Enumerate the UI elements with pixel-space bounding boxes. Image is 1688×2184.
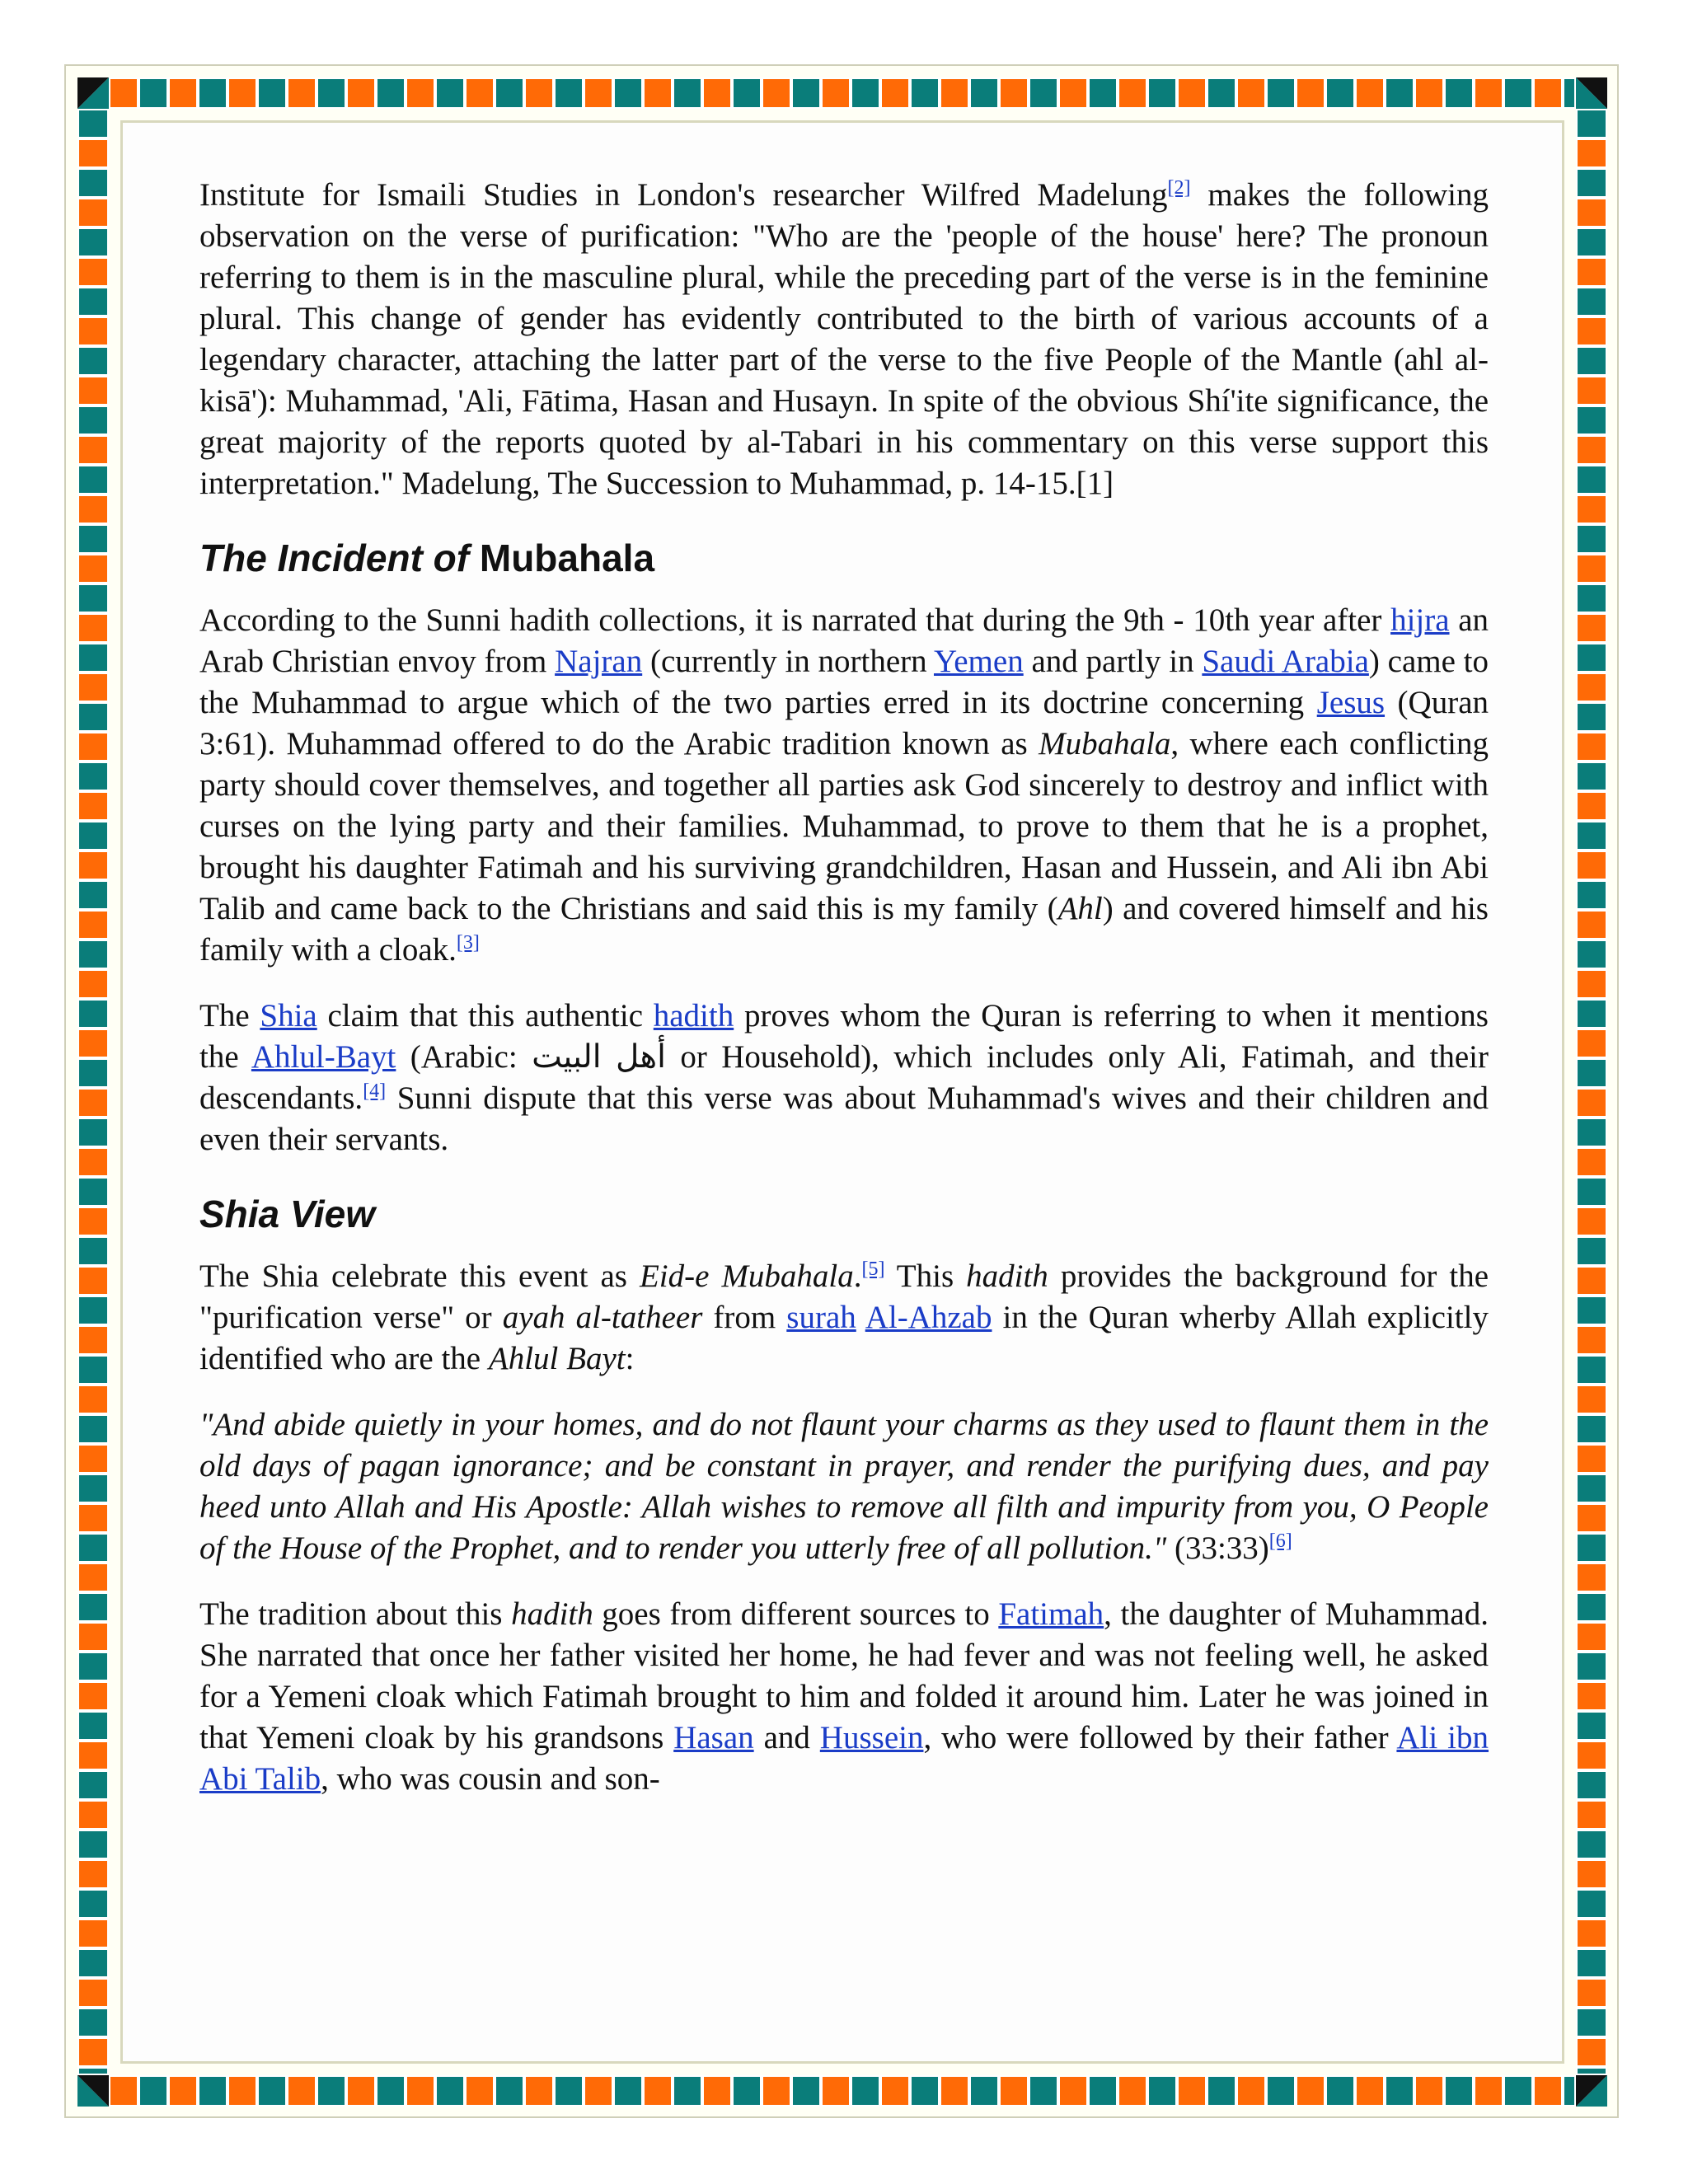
border-tile bbox=[1578, 1861, 1606, 1887]
paragraph-tradition: The tradition about this hadith goes from different sources to Fatimah, the daughter of Muhammad. She narrated that once her father visited her home, he had fever and was not feeling well, he asked for a Yemeni cloak which Fatimah brought to him and folded it around him. Later he was joined in that Yemeni cloak by his grandsons Hasan and Hussein, who were followed by their father Ali ibn Abi Talib, who was cousin and son- bbox=[199, 1596, 1489, 1797]
border-tile bbox=[1578, 763, 1606, 790]
border-tile bbox=[79, 793, 107, 819]
link-hasan[interactable]: Hasan bbox=[673, 1720, 754, 1755]
border-tile bbox=[79, 1149, 107, 1175]
border-tile bbox=[79, 1060, 107, 1086]
border-tile bbox=[1578, 110, 1606, 137]
border-tile bbox=[437, 79, 463, 107]
border-tile bbox=[1578, 615, 1606, 641]
border-tile bbox=[79, 1802, 107, 1828]
arabic-text: أهل البيت bbox=[532, 1039, 666, 1075]
border-tile bbox=[1446, 2077, 1472, 2105]
border-tile bbox=[79, 348, 107, 374]
border-tile bbox=[1578, 407, 1606, 434]
border-tile bbox=[852, 2077, 879, 2105]
border-tile bbox=[1475, 2077, 1502, 2105]
border-tile bbox=[734, 2077, 760, 2105]
border-tile bbox=[259, 2077, 285, 2105]
border-tile bbox=[674, 79, 701, 107]
border-tile bbox=[1505, 79, 1531, 107]
border-tile bbox=[79, 585, 107, 612]
border-tile bbox=[79, 1238, 107, 1264]
border-tile bbox=[1578, 941, 1606, 968]
border-tile bbox=[1578, 466, 1606, 493]
border-tile bbox=[79, 2039, 107, 2065]
border-tile bbox=[1578, 437, 1606, 463]
border-tile bbox=[1578, 377, 1606, 404]
border-tile bbox=[79, 1594, 107, 1620]
border-tile bbox=[79, 1386, 107, 1413]
border-tile bbox=[79, 318, 107, 344]
border-tile bbox=[79, 1208, 107, 1235]
border-tile bbox=[79, 170, 107, 196]
border-tile bbox=[79, 1713, 107, 1739]
border-tile bbox=[79, 110, 107, 137]
border-tile bbox=[259, 79, 285, 107]
border-tile bbox=[79, 1535, 107, 1561]
footnote-ref[interactable]: [4] bbox=[363, 1080, 387, 1102]
border-tile bbox=[79, 1683, 107, 1709]
border-tile bbox=[971, 79, 997, 107]
border-tile bbox=[140, 2077, 166, 2105]
border-tile bbox=[912, 2077, 938, 2105]
paragraph-madelung: Institute for Ismaili Studies in London's researcher Wilfred Madelung[2] makes the following observation on the verse of purification: "Who are the 'people of the house' here? The pronoun referring to them is in the masculine plural, while the preceding part of the verse is in the feminine plural. This change of gender has evidently contributed to the birth of various accounts of a legendary character, attaching the latter part of the verse to the five People of the Mantle (ahl al-kisā'): Muhammad, 'Ali, Fātima, Hasan and Husayn. In spite of the obvious Shí'ite significance, the great majority of the reports quoted by al-Tabari in his commentary on this verse support this interpretation." Madelung, The Succession to Muhammad, p. 14-15.[1] bbox=[199, 177, 1489, 501]
border-tile bbox=[79, 377, 107, 404]
border-tile bbox=[1578, 2069, 1606, 2074]
border-tile bbox=[1578, 496, 1606, 523]
border-tile bbox=[1578, 1594, 1606, 1620]
border-tile bbox=[793, 2077, 819, 2105]
link-ali-ibn-abi-talib[interactable]: Ali ibn Abi Talib bbox=[199, 1720, 1489, 1797]
border-tile bbox=[585, 79, 612, 107]
border-tile bbox=[110, 79, 137, 107]
border-tile bbox=[79, 941, 107, 968]
border-tile bbox=[763, 2077, 790, 2105]
border-tile bbox=[1578, 674, 1606, 701]
border-tile bbox=[407, 79, 434, 107]
link-yemen[interactable]: Yemen bbox=[933, 644, 1024, 679]
border-tile bbox=[941, 79, 968, 107]
footnote-ref[interactable]: [3] bbox=[456, 932, 480, 954]
border-tile bbox=[1578, 1208, 1606, 1235]
border-tile bbox=[79, 644, 107, 671]
border-tile bbox=[79, 1742, 107, 1769]
border-tile bbox=[1268, 79, 1294, 107]
border-tile bbox=[882, 79, 908, 107]
link-hijra[interactable]: hijra bbox=[1390, 602, 1450, 638]
border-tile bbox=[1578, 1831, 1606, 1858]
border-tile bbox=[1578, 1297, 1606, 1324]
border-tile bbox=[79, 1416, 107, 1442]
border-tile bbox=[1578, 793, 1606, 819]
border-tile bbox=[1149, 79, 1175, 107]
border-tile bbox=[79, 1861, 107, 1887]
border-tile bbox=[1578, 704, 1606, 730]
border-tile bbox=[79, 1653, 107, 1680]
border-tile bbox=[1578, 971, 1606, 997]
link-surah[interactable]: surah bbox=[786, 1300, 856, 1335]
border-tile bbox=[377, 79, 404, 107]
border-tile bbox=[377, 2077, 404, 2105]
article-body bbox=[199, 175, 1489, 1825]
link-al-ahzab[interactable]: Al-Ahzab bbox=[865, 1300, 992, 1335]
border-tile bbox=[1090, 79, 1116, 107]
border-tile bbox=[199, 2077, 226, 2105]
border-tile bbox=[941, 2077, 968, 2105]
border-tile bbox=[79, 2009, 107, 2036]
border-tile bbox=[556, 79, 582, 107]
border-tile bbox=[971, 2077, 997, 2105]
footnote-ref[interactable]: [6] bbox=[1268, 1530, 1292, 1552]
border-tile bbox=[1475, 79, 1502, 107]
border-tile bbox=[1578, 1564, 1606, 1591]
border-tile bbox=[674, 2077, 701, 2105]
border-tile bbox=[1578, 1149, 1606, 1175]
border-tile bbox=[734, 79, 760, 107]
border-tile bbox=[79, 1119, 107, 1146]
border-tile bbox=[1446, 79, 1472, 107]
border-tile bbox=[79, 763, 107, 790]
border-tile bbox=[1119, 79, 1146, 107]
border-tile bbox=[1578, 1238, 1606, 1264]
border-tile bbox=[1578, 1090, 1606, 1116]
border-tile bbox=[170, 2077, 196, 2105]
border-tile bbox=[318, 79, 345, 107]
border-tile bbox=[1357, 79, 1383, 107]
border-tile bbox=[1578, 1772, 1606, 1798]
border-tile bbox=[1578, 555, 1606, 582]
border-tile bbox=[1238, 79, 1264, 107]
link-fatimah[interactable]: Fatimah bbox=[998, 1596, 1104, 1632]
border-tile bbox=[79, 852, 107, 879]
border-tile bbox=[79, 555, 107, 582]
border-tile bbox=[79, 1831, 107, 1858]
border-tile bbox=[79, 288, 107, 315]
border-tile bbox=[1578, 1475, 1606, 1502]
border-tile bbox=[79, 140, 107, 166]
border-tile bbox=[496, 79, 523, 107]
border-tile bbox=[79, 971, 107, 997]
border-tile bbox=[1001, 2077, 1027, 2105]
border-tile bbox=[79, 1475, 107, 1502]
heading-shia-view: Shia View bbox=[199, 1193, 376, 1235]
border-tile bbox=[1297, 79, 1324, 107]
border-tile bbox=[170, 79, 196, 107]
border-tile bbox=[882, 2077, 908, 2105]
border-tile bbox=[1208, 2077, 1235, 2105]
border-tile bbox=[1578, 170, 1606, 196]
border-tile bbox=[823, 79, 849, 107]
border-tile bbox=[1578, 1653, 1606, 1680]
border-tile bbox=[1578, 585, 1606, 612]
link-hussein[interactable]: Hussein bbox=[819, 1720, 924, 1755]
border-tile bbox=[1578, 318, 1606, 344]
border-tile bbox=[437, 2077, 463, 2105]
border-tile bbox=[1578, 1327, 1606, 1353]
border-tile bbox=[79, 437, 107, 463]
border-tile bbox=[79, 882, 107, 908]
border-tile bbox=[1578, 882, 1606, 908]
border-tile bbox=[79, 229, 107, 255]
border-tile bbox=[1578, 1891, 1606, 1917]
border-tile bbox=[79, 199, 107, 226]
border-tile bbox=[1238, 2077, 1264, 2105]
border-tile bbox=[79, 2069, 107, 2074]
border-tile bbox=[1578, 1713, 1606, 1739]
border-tile bbox=[1327, 2077, 1353, 2105]
border-tile bbox=[1578, 1683, 1606, 1709]
quran-quote: "And abide quietly in your homes, and do not flaunt your charms as they used to flaunt them in the old days of pagan ignorance; and be constant in prayer, and render the purifying dues, and pay heed unto Allah and His Apostle: Allah wishes to remove all filth and impurity from you, O People of the House of the Prophet, and to render you utterly free of all pollution." (33:33)[6] bbox=[199, 1407, 1489, 1566]
border-tile bbox=[1578, 1001, 1606, 1027]
border-tile bbox=[615, 2077, 641, 2105]
border-tile bbox=[79, 1001, 107, 1027]
border-tile bbox=[79, 1327, 107, 1353]
border-tile bbox=[585, 2077, 612, 2105]
border-tile bbox=[1297, 2077, 1324, 2105]
border-tile bbox=[912, 79, 938, 107]
border-tile bbox=[793, 79, 819, 107]
border-tile bbox=[79, 466, 107, 493]
border-tile bbox=[1030, 2077, 1057, 2105]
border-tile bbox=[79, 823, 107, 849]
border-tile bbox=[199, 79, 226, 107]
border-tile bbox=[1578, 1060, 1606, 1086]
border-tile bbox=[1578, 1179, 1606, 1205]
border-tile bbox=[526, 79, 552, 107]
border-tile bbox=[1179, 2077, 1205, 2105]
border-tile bbox=[1578, 1446, 1606, 1472]
border-tile bbox=[1564, 2077, 1574, 2105]
border-tile bbox=[1149, 2077, 1175, 2105]
paragraph-shia-claim: The Shia claim that this authentic hadith proves whom the Quran is referring to when it mentions the Ahlul-Bayt (Arabic: أهل البيت or Household), which includes only Ali, Fatimah, and their descendants.[4] Sunni dispute that this verse was about Muhammad's wives and their children and even their servants. bbox=[199, 998, 1489, 1157]
border-tile bbox=[1578, 1802, 1606, 1828]
border-tile bbox=[556, 2077, 582, 2105]
border-tile bbox=[79, 1950, 107, 1976]
border-tile bbox=[1505, 2077, 1531, 2105]
border-tile bbox=[1578, 1357, 1606, 1383]
border-tile bbox=[1578, 1742, 1606, 1769]
paragraph-shia-view: The Shia celebrate this event as Eid-e Mubahala.[5] This hadith provides the background for the "purification verse" or ayah al-tatheer from surah Al-Ahzab in the Quran wherby Allah explicitly identified who are the Ahlul Bayt: bbox=[199, 1258, 1489, 1376]
border-tile bbox=[79, 1090, 107, 1116]
border-tile bbox=[79, 1564, 107, 1591]
border-tile bbox=[79, 1920, 107, 1947]
border-tile bbox=[1578, 1624, 1606, 1650]
border-tile bbox=[1578, 140, 1606, 166]
border-tile bbox=[1578, 644, 1606, 671]
border-tile bbox=[1578, 1505, 1606, 1531]
border-tile bbox=[1578, 1980, 1606, 2006]
border-tile bbox=[79, 1446, 107, 1472]
link-shia[interactable]: Shia bbox=[260, 998, 317, 1033]
border-tile bbox=[1535, 2077, 1561, 2105]
border-tile bbox=[79, 1980, 107, 2006]
border-tile bbox=[79, 1357, 107, 1383]
border-tile bbox=[1030, 79, 1057, 107]
border-tile bbox=[79, 674, 107, 701]
link-najran[interactable]: Najran bbox=[555, 644, 643, 679]
border-tile bbox=[1001, 79, 1027, 107]
link-ahlul-bayt[interactable]: Ahlul-Bayt bbox=[251, 1039, 396, 1075]
footnote-ref[interactable]: [2] bbox=[1167, 177, 1191, 199]
border-tile bbox=[79, 407, 107, 434]
border-tile bbox=[1090, 2077, 1116, 2105]
border-tile bbox=[79, 615, 107, 641]
border-tile bbox=[79, 1891, 107, 1917]
heading-incident-of-mubahala: The Incident of Mubahala bbox=[199, 537, 655, 579]
border-tile bbox=[79, 526, 107, 552]
border-tile bbox=[79, 259, 107, 285]
border-tile bbox=[1119, 2077, 1146, 2105]
border-tile bbox=[1578, 733, 1606, 760]
border-tile bbox=[79, 1624, 107, 1650]
border-tile bbox=[1357, 2077, 1383, 2105]
border-tile bbox=[79, 1505, 107, 1531]
border-tile bbox=[1578, 259, 1606, 285]
border-tile bbox=[229, 2077, 256, 2105]
border-tile bbox=[79, 1179, 107, 1205]
border-tile bbox=[1578, 823, 1606, 849]
border-tile bbox=[348, 79, 374, 107]
border-tile bbox=[110, 2077, 137, 2105]
footnote-ref[interactable]: [5] bbox=[861, 1258, 885, 1280]
border-tile bbox=[1208, 79, 1235, 107]
border-tile bbox=[79, 496, 107, 523]
border-tile bbox=[1535, 79, 1561, 107]
border-tile bbox=[1578, 1386, 1606, 1413]
border-tile bbox=[1060, 79, 1086, 107]
border-tile bbox=[526, 2077, 552, 2105]
border-tile bbox=[1268, 2077, 1294, 2105]
border-tile bbox=[496, 2077, 523, 2105]
border-tile bbox=[1060, 2077, 1086, 2105]
border-tile bbox=[823, 2077, 849, 2105]
border-tile bbox=[1578, 1950, 1606, 1976]
border-tile bbox=[1179, 79, 1205, 107]
border-tile bbox=[140, 79, 166, 107]
border-tile bbox=[852, 79, 879, 107]
border-tile bbox=[79, 1268, 107, 1294]
border-tile bbox=[1578, 1030, 1606, 1057]
border-tile bbox=[1416, 79, 1442, 107]
border-tile bbox=[79, 912, 107, 938]
border-tile bbox=[1578, 1416, 1606, 1442]
border-tile bbox=[1578, 199, 1606, 226]
border-tile bbox=[1578, 852, 1606, 879]
border-tile bbox=[704, 2077, 730, 2105]
border-tile bbox=[1564, 79, 1574, 107]
border-tile bbox=[704, 79, 730, 107]
border-tile bbox=[79, 1030, 107, 1057]
border-tile bbox=[1578, 1119, 1606, 1146]
border-tile bbox=[1578, 526, 1606, 552]
link-saudi-arabia[interactable]: Saudi Arabia bbox=[1202, 644, 1369, 679]
border-tile bbox=[1578, 348, 1606, 374]
border-tile bbox=[1578, 1535, 1606, 1561]
border-tile bbox=[229, 79, 256, 107]
border-tile bbox=[1578, 288, 1606, 315]
border-tile bbox=[1578, 1920, 1606, 1947]
border-tile bbox=[1578, 1268, 1606, 1294]
border-tile bbox=[1386, 2077, 1413, 2105]
border-tile bbox=[288, 79, 315, 107]
border-tile bbox=[1578, 2039, 1606, 2065]
border-tile bbox=[1416, 2077, 1442, 2105]
border-tile bbox=[79, 704, 107, 730]
border-tile bbox=[348, 2077, 374, 2105]
border-tile bbox=[1578, 229, 1606, 255]
link-hadith[interactable]: hadith bbox=[653, 998, 734, 1033]
border-tile bbox=[79, 1772, 107, 1798]
border-tile bbox=[1327, 79, 1353, 107]
border-tile bbox=[615, 79, 641, 107]
border-tile bbox=[407, 2077, 434, 2105]
border-tile bbox=[318, 2077, 345, 2105]
border-tile bbox=[1578, 2009, 1606, 2036]
link-jesus[interactable]: Jesus bbox=[1316, 685, 1386, 720]
border-tile bbox=[1578, 912, 1606, 938]
paragraph-mubahala: According to the Sunni hadith collections, it is narrated that during the 9th - 10th year after hijra an Arab Christian envoy from Najran (currently in northern Yemen and partly in Saudi Arabia) came to the Muhammad to argue which of the two parties erred in its doctrine concerning Jesus (Quran 3:61). Muhammad offered to do the Arabic tradition known as Mubahala, where each conflicting party should cover themselves, and together all parties ask God sincerely to destroy and inflict with curses on the lying party and their families. Muhammad, to prove to them that he is a prophet, brought his daughter Fatimah and his surviving grandchildren, Hasan and Hussein, and Ali ibn Abi Talib and came back to the Christians and said this is my family (Ahl) and covered himself and his family with a cloak.[3] bbox=[199, 602, 1489, 968]
border-tile bbox=[763, 79, 790, 107]
border-tile bbox=[645, 2077, 671, 2105]
border-tile bbox=[467, 2077, 493, 2105]
border-tile bbox=[79, 1297, 107, 1324]
border-tile bbox=[288, 2077, 315, 2105]
border-tile bbox=[79, 733, 107, 760]
border-tile bbox=[645, 79, 671, 107]
border-tile bbox=[1386, 79, 1413, 107]
border-tile bbox=[467, 79, 493, 107]
